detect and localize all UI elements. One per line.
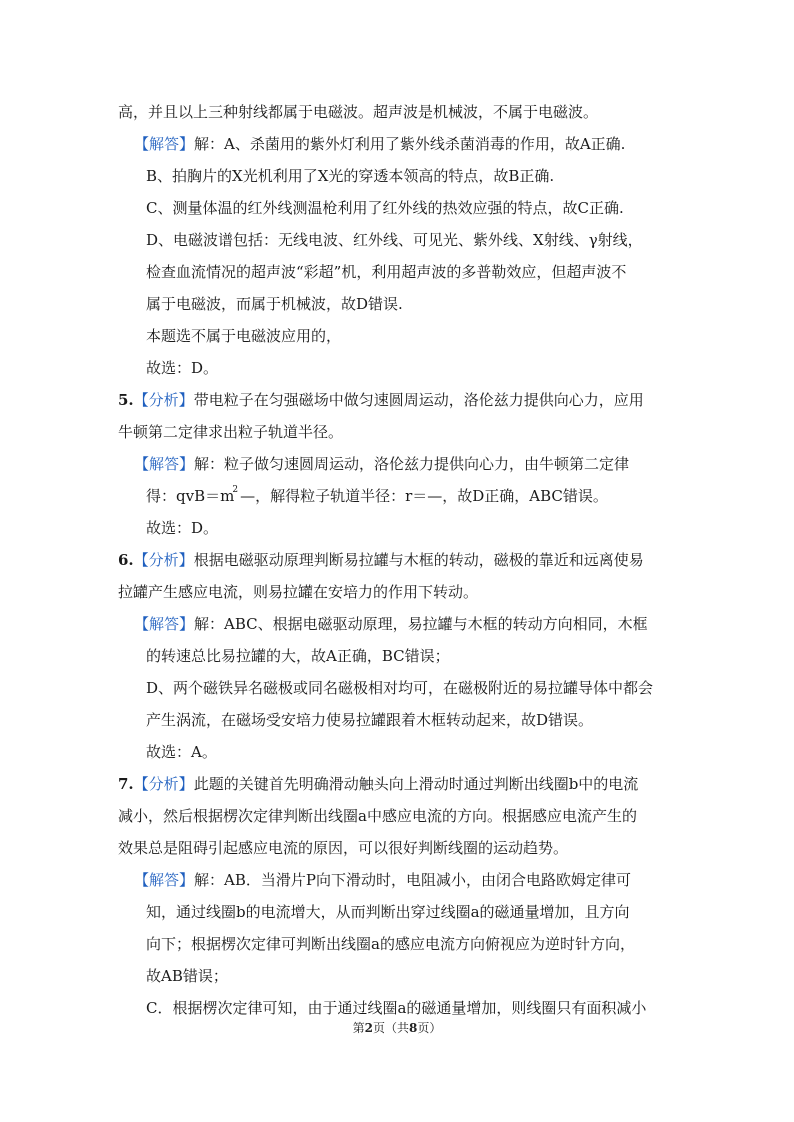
text: D、两个磁铁异名磁极或同名磁极相对均可，在磁极附近的易拉罐导体中都会 xyxy=(146,679,654,697)
text: B、拍胸片的X光机利用了X光的穿透本领高的特点，故B正确. xyxy=(146,167,555,185)
text-line xyxy=(118,192,680,224)
footer-text: 页（共 xyxy=(372,1021,409,1035)
text: 效果总是阻碍引起感应电流的原因，可以很好判断线圈的运动趋势。 xyxy=(118,839,569,857)
text: C．根据楞次定律可知，由于通过线圈a的磁通量增加，则线圈只有面积减小 xyxy=(146,999,647,1017)
text: 的转速总比易拉罐的大，故A正确，BC错误； xyxy=(146,647,450,665)
text-line xyxy=(118,896,680,928)
total-pages: 8 xyxy=(409,1021,418,1035)
text: 减小，然后根据楞次定律判断出线圈a中感应电流的方向。根据感应电流产生的 xyxy=(118,807,637,825)
answer-tag: 【解答】 xyxy=(134,455,195,473)
text-line xyxy=(118,544,680,576)
text: 根据电磁驱动原理判断易拉罐与木框的转动，磁极的靠近和远离使易 xyxy=(193,551,644,569)
text: —，解得粒子轨道半径：r＝—，故D正确，ABC错误。 xyxy=(240,487,608,505)
question-number: 7. xyxy=(118,775,134,793)
text: 解：粒子做匀速圆周运动，洛伦兹力提供向心力，由牛顿第二定律 xyxy=(194,455,630,473)
text-line xyxy=(118,864,680,896)
footer-text: 页） xyxy=(417,1021,442,1035)
text: 故AB错误； xyxy=(146,967,228,985)
text-line xyxy=(118,736,680,768)
footer-text: 第 xyxy=(352,1021,365,1035)
text-line xyxy=(118,768,680,800)
page-number: 2 xyxy=(364,1021,373,1035)
text: C、测量体温的红外线测温枪利用了红外线的热效应强的特点，故C正确. xyxy=(146,199,624,217)
text: 属于电磁波，而属于机械波，故D错误. xyxy=(146,295,403,313)
text-line xyxy=(118,352,680,384)
answer-tag: 【解答】 xyxy=(134,135,195,153)
page-content xyxy=(118,96,680,1024)
analysis-tag: 【分析】 xyxy=(133,775,194,793)
text-line xyxy=(118,960,680,992)
analysis-tag: 【分析】 xyxy=(133,551,194,569)
text: 故选：A。 xyxy=(146,743,217,761)
text: 得：qvB＝m xyxy=(146,487,235,505)
text-line xyxy=(118,288,680,320)
text-line xyxy=(118,128,680,160)
text-line xyxy=(118,832,680,864)
text-line xyxy=(118,320,680,352)
text-line xyxy=(118,384,680,416)
text: 向下；根据楞次定律可判断出线圈a的感应电流方向俯视应为逆时针方向， xyxy=(146,935,635,953)
text: 解：ABC、根据电磁驱动原理，易拉罐与木框的转动方向相同，木框 xyxy=(194,615,648,633)
question-number: 6. xyxy=(118,551,134,569)
text: 牛顿第二定律求出粒子轨道半径。 xyxy=(118,423,344,441)
text: 高，并且以上三种射线都属于电磁波。超声波是机械波，不属于电磁波。 xyxy=(118,103,599,121)
text-line xyxy=(118,448,680,480)
text-line xyxy=(118,416,680,448)
answer-tag: 【解答】 xyxy=(134,871,195,889)
text: 带电粒子在匀强磁场中做匀速圆周运动，洛伦兹力提供向心力，应用 xyxy=(193,391,644,409)
text-line xyxy=(118,640,680,672)
text: 检查血流情况的超声波“彩超”机，利用超声波的多普勒效应，但超声波不 xyxy=(146,263,627,281)
text: 本题选不属于电磁波应用的， xyxy=(146,327,342,345)
text-line xyxy=(118,704,680,736)
text: 解：A、杀菌用的紫外灯利用了紫外线杀菌消毒的作用，故A正确. xyxy=(194,135,626,153)
text: 拉罐产生感应电流，则易拉罐在安培力的作用下转动。 xyxy=(118,583,479,601)
text-line xyxy=(118,928,680,960)
page-footer xyxy=(0,1019,794,1036)
question-number: 5. xyxy=(118,391,134,409)
text-line xyxy=(118,224,680,256)
superscript: 2 xyxy=(232,485,239,495)
text: 产生涡流，在磁场受安培力使易拉罐跟着木框转动起来，故D错误。 xyxy=(146,711,594,729)
text-line xyxy=(118,608,680,640)
text: 故选：D。 xyxy=(146,519,219,537)
text-line xyxy=(118,480,680,512)
text: D、电磁波谱包括：无线电波、红外线、可见光、紫外线、X射线、γ射线， xyxy=(146,231,643,249)
text-line xyxy=(118,512,680,544)
text-line xyxy=(118,576,680,608)
text-line xyxy=(118,800,680,832)
text: 知，通过线圈b的电流增大，从而判断出穿过线圈a的磁通量增加，且方向 xyxy=(146,903,630,921)
text: 故选：D。 xyxy=(146,359,219,377)
text-line xyxy=(118,96,680,128)
text-line xyxy=(118,256,680,288)
text: 解：AB．当滑片P向下滑动时，电阻减小，由闭合电路欧姆定律可 xyxy=(194,871,631,889)
text-line xyxy=(118,672,680,704)
answer-tag: 【解答】 xyxy=(134,615,195,633)
text-line xyxy=(118,160,680,192)
analysis-tag: 【分析】 xyxy=(133,391,194,409)
text: 此题的关键首先明确滑动触头向上滑动时通过判断出线圈b中的电流 xyxy=(193,775,639,793)
